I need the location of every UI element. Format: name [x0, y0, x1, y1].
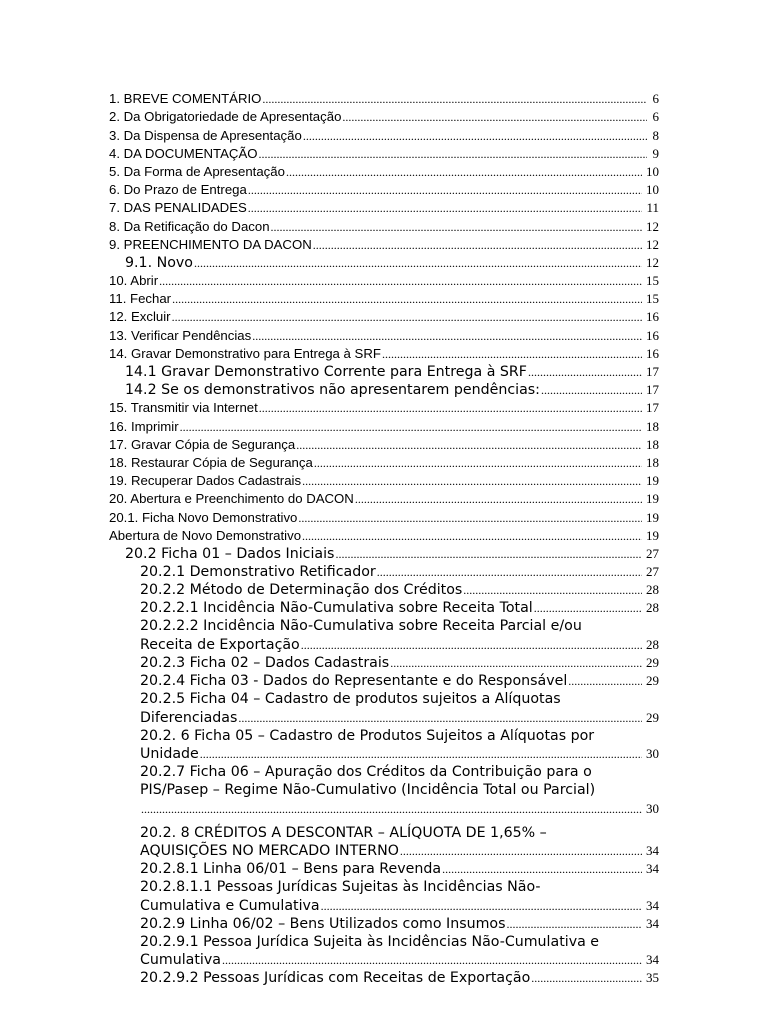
leader-dots: [382, 345, 642, 363]
leader-dots: [259, 399, 642, 417]
toc-entry-title: 20.2.9 Linha 06/02 – Bens Utilizados como Insumos: [140, 915, 506, 932]
leader-dots: [506, 915, 642, 933]
toc-entry-6[interactable]: [109, 181, 659, 199]
toc-entry-title: 20.2.8.1 Linha 06/01 – Bens para Revenda: [140, 861, 442, 878]
toc-entry-20-2-2-2[interactable]: [109, 617, 659, 653]
toc-entry-title: Abertura de Novo Demonstrativo: [109, 527, 302, 543]
leader-dots: [541, 381, 642, 399]
toc-entry-title: 17. Gravar Cópia de Segurança: [109, 436, 296, 452]
leader-dots: [302, 472, 642, 490]
leader-dots: [442, 860, 642, 878]
toc-page-number: 12: [646, 218, 659, 234]
toc-entry-2[interactable]: [109, 108, 659, 126]
toc-entry-title: 20.2.3 Ficha 02 – Dados Cadastrais: [140, 655, 390, 672]
toc-entry-20-2-4[interactable]: [109, 672, 659, 690]
toc-entry-20-2-3[interactable]: [109, 654, 659, 672]
toc-page-number: 19: [646, 527, 659, 543]
toc-page-number: 17: [646, 382, 659, 398]
toc-page-number: 12: [646, 254, 659, 270]
toc-page-number: 12: [646, 236, 659, 252]
toc-entry-title: 8. Da Retificação do Dacon: [109, 218, 270, 234]
toc-entry-title: 20.2 Ficha 01 – Dados Iniciais: [125, 545, 335, 562]
toc-page-number: 18: [646, 436, 659, 452]
toc-entry-14-1[interactable]: [109, 363, 659, 381]
toc-entry-title: 14. Gravar Demonstrativo para Entrega à SRF: [109, 345, 381, 361]
toc-page-number: 15: [646, 291, 659, 307]
toc-entry-title-line2: PIS/Pasep – Regime Não-Cumulativo (Incidência Total ou Parcial): [140, 782, 596, 799]
toc-entry-20-2-9-2[interactable]: [109, 969, 659, 987]
toc-page-number: 19: [646, 491, 659, 507]
toc-entry-title: 10. Abrir: [109, 273, 159, 289]
toc-entry-title: 14.2 Se os demonstrativos não apresentarem pendências:: [125, 382, 540, 399]
leader-dots: [262, 90, 647, 108]
leader-dots: [248, 199, 642, 217]
toc-entry-title-line1: 20.2. 6 Ficha 05 – Cadastro de Produtos Sujeitos a Alíquotas por: [140, 727, 595, 744]
toc-entry-title-line1: 20.2.5 Ficha 04 – Cadastro de produtos sujeitos a Alíquotas: [140, 691, 561, 708]
toc-entry-title-line1: 20.2.9.1 Pessoa Jurídica Sujeita às Incidências Não-Cumulativa e: [140, 933, 600, 950]
toc-entry-17[interactable]: [109, 436, 659, 454]
toc-page-number: 16: [646, 345, 659, 361]
toc-entry-14-2[interactable]: [109, 381, 659, 399]
leader-dots: [355, 490, 642, 508]
toc-entry-11[interactable]: [109, 290, 659, 308]
toc-page-number: 28: [646, 600, 659, 616]
leader-dots: [286, 163, 642, 181]
toc-entry-title: 20.2.2 Método de Determinação dos Créditos: [140, 582, 463, 599]
toc-entry-9[interactable]: [109, 236, 659, 254]
toc-entry-title: 11. Fechar: [109, 291, 172, 307]
toc-entry-20-2-7[interactable]: [109, 763, 659, 818]
leader-dots: [301, 636, 642, 654]
toc-entry-5[interactable]: [109, 163, 659, 181]
toc-page-number: 28: [646, 582, 659, 598]
leader-dots: [463, 581, 642, 599]
toc-entry-20-2-2-1[interactable]: [109, 599, 659, 617]
toc-entry-title-line2: Receita de Exportação: [140, 636, 300, 653]
leader-dots: [528, 363, 642, 381]
toc-entry-20-2-2[interactable]: [109, 581, 659, 599]
leader-dots: [534, 599, 642, 617]
leader-dots: [238, 709, 642, 727]
toc-page-number: 34: [646, 842, 659, 858]
toc-page-number: 29: [646, 655, 659, 671]
toc-entry-title: 14.1 Gravar Demonstrativo Corrente para Entrega à SRF: [125, 364, 527, 380]
leader-dots: [159, 272, 642, 290]
leader-dots: [303, 127, 647, 145]
toc-entry-title-line1: 20.2.8.1.1 Pessoas Jurídicas Sujeitas às Incidências Não-: [140, 879, 541, 896]
toc-entry-title-line2: Cumulativa: [140, 952, 221, 969]
toc-entry-title: 2. Da Obrigatoriedade de Apresentação: [109, 109, 342, 125]
toc-entry-8[interactable]: [109, 217, 659, 235]
toc-page-number: 28: [646, 636, 659, 652]
leader-dots: [259, 145, 648, 163]
toc-entry-20-2-8-1-1[interactable]: [109, 878, 659, 914]
toc-page-number: 17: [646, 400, 659, 416]
toc-entry-20-1[interactable]: [109, 508, 659, 526]
toc-entry-1[interactable]: [109, 90, 659, 108]
leader-dots: [194, 254, 642, 272]
toc-page-number: 19: [646, 509, 659, 525]
toc-page-number: 17: [646, 364, 659, 379]
leader-dots: [200, 745, 642, 763]
leader-dots: [568, 672, 642, 690]
toc-entry-20-2-5[interactable]: [109, 690, 659, 726]
toc-page-number: 30: [646, 800, 659, 816]
toc-page-number: 29: [646, 709, 659, 725]
toc-entry-title: 19. Recuperar Dados Cadastrais: [109, 473, 302, 489]
toc-entry-3[interactable]: [109, 126, 659, 144]
toc-entry-title: 18. Restaurar Cópia de Segurança: [109, 454, 313, 470]
toc-entry-title: 20. Abertura e Preenchimento do DACON: [109, 491, 354, 507]
toc-entry-title: 20.2.2.1 Incidência Não-Cumulativa sobre Receita Total: [140, 600, 533, 617]
toc-page-number: 16: [646, 309, 659, 325]
toc-entry-20-1b[interactable]: [109, 527, 659, 545]
toc-entry-title: 20.2.1 Demonstrativo Retificador: [140, 564, 376, 581]
toc-page-number: 34: [646, 897, 659, 913]
toc-entry-title: 20.2.4 Ficha 03 - Dados do Representante e do Responsável: [140, 673, 568, 690]
toc-entry-20-2-9[interactable]: [109, 915, 659, 933]
toc-entry-title: 6. Do Prazo de Entrega: [109, 182, 247, 198]
toc-page-number: 9: [652, 145, 659, 161]
leader-dots: [302, 527, 642, 545]
toc-entry-20-2-6[interactable]: [109, 727, 659, 763]
toc-page-number: 30: [646, 745, 659, 761]
leader-dots: [298, 509, 642, 527]
toc-entry-16[interactable]: [109, 417, 659, 435]
toc-entry-title: 9.1. Novo: [125, 254, 193, 271]
toc-entry-20[interactable]: [109, 490, 659, 508]
toc-entry-title-line2: Cumulativa e Cumulativa: [140, 897, 320, 914]
toc-entry-4[interactable]: [109, 145, 659, 163]
toc-page-number: 29: [646, 673, 659, 689]
leader-dots: [296, 436, 642, 454]
toc-page-number: 18: [646, 454, 659, 470]
toc-entry-title: 12. Excluir: [109, 309, 171, 325]
leader-dots: [335, 545, 642, 563]
toc-entry-title: 9. PREENCHIMENTO DA DACON: [109, 236, 312, 252]
toc-entry-title-line2: Unidade: [140, 745, 199, 762]
toc-entry-19[interactable]: [109, 472, 659, 490]
toc-entry-18[interactable]: [109, 454, 659, 472]
toc-entry-title: 4. DA DOCUMENTAÇÃO: [109, 145, 258, 161]
toc-entry-20-2-1[interactable]: [109, 563, 659, 581]
toc-page-number: 11: [646, 200, 659, 216]
toc-entry-title-line2: Diferenciadas: [140, 709, 238, 726]
leader-dots: [141, 800, 642, 818]
toc-entry-title: 7. DAS PENALIDADES: [109, 200, 247, 216]
leader-dots: [248, 181, 642, 199]
leader-dots: [252, 327, 642, 345]
toc-entry-13[interactable]: [109, 326, 659, 344]
toc-entry-title-line1: 20.2. 8 CRÉDITOS A DESCONTAR – ALÍQUOTA DE 1,65% –: [140, 824, 547, 841]
toc-entry-title-line2: AQUISIÇÕES NO MERCADO INTERNO: [140, 842, 399, 859]
toc-page-number: 27: [646, 564, 659, 580]
toc-page-number: 8: [652, 127, 659, 143]
toc-entry-title: 13. Verificar Pendências: [109, 327, 252, 343]
toc-page-number: 6: [652, 91, 659, 107]
leader-dots: [314, 454, 642, 472]
toc-page-number: 19: [646, 473, 659, 489]
toc-entry-20-2-9-1[interactable]: [109, 933, 659, 969]
toc-page-number: 34: [646, 952, 659, 968]
toc-page-number: 34: [646, 861, 659, 877]
toc-page-number: 35: [646, 970, 659, 986]
leader-dots: [400, 842, 642, 860]
leader-dots: [271, 218, 642, 236]
leader-dots: [313, 236, 642, 254]
table-of-contents: [109, 90, 659, 987]
toc-page-number: 10: [646, 182, 659, 198]
toc-page-number: 27: [646, 545, 659, 561]
leader-dots: [342, 108, 647, 126]
toc-entry-20-2-8-1[interactable]: [109, 860, 659, 878]
toc-entry-title-line1: 20.2.7 Ficha 06 – Apuração dos Créditos da Contribuição para o: [140, 763, 592, 780]
toc-entry-20-2[interactable]: [109, 545, 659, 563]
leader-dots: [321, 897, 642, 915]
toc-entry-title: 1. BREVE COMENTÁRIO: [109, 91, 262, 107]
toc-entry-7[interactable]: [109, 199, 659, 217]
leader-dots: [377, 563, 642, 581]
toc-entry-14[interactable]: [109, 345, 659, 363]
toc-entry-title: 15. Transmitir via Internet: [109, 400, 258, 416]
leader-dots: [531, 969, 642, 987]
leader-dots: [390, 654, 642, 672]
toc-page-number: 6: [652, 109, 659, 125]
toc-entry-20-2-8[interactable]: [109, 824, 659, 860]
toc-entry-title-line1: 20.2.2.2 Incidência Não-Cumulativa sobre Receita Parcial e/ou: [140, 618, 582, 635]
toc-page-number: 16: [646, 327, 659, 343]
toc-entry-15[interactable]: [109, 399, 659, 417]
toc-entry-10[interactable]: [109, 272, 659, 290]
toc-page-number: 18: [646, 418, 659, 434]
toc-entry-title: 20.2.9.2 Pessoas Jurídicas com Receitas de Exportação: [140, 970, 531, 987]
toc-page-number: 15: [646, 273, 659, 289]
toc-entry-title: 5. Da Forma de Apresentação: [109, 163, 285, 179]
toc-entry-12[interactable]: [109, 308, 659, 326]
toc-entry-9-1[interactable]: [109, 254, 659, 272]
toc-entry-title: 16. Imprimir: [109, 418, 179, 434]
toc-entry-title: 3. Da Dispensa de Apresentação: [109, 127, 302, 143]
toc-entry-title: 20.1. Ficha Novo Demonstrativo: [109, 509, 298, 525]
leader-dots: [172, 290, 642, 308]
toc-page-number: 34: [646, 915, 659, 931]
leader-dots: [222, 951, 642, 969]
leader-dots: [172, 308, 642, 326]
toc-page-number: 10: [646, 163, 659, 179]
leader-dots: [180, 418, 642, 436]
